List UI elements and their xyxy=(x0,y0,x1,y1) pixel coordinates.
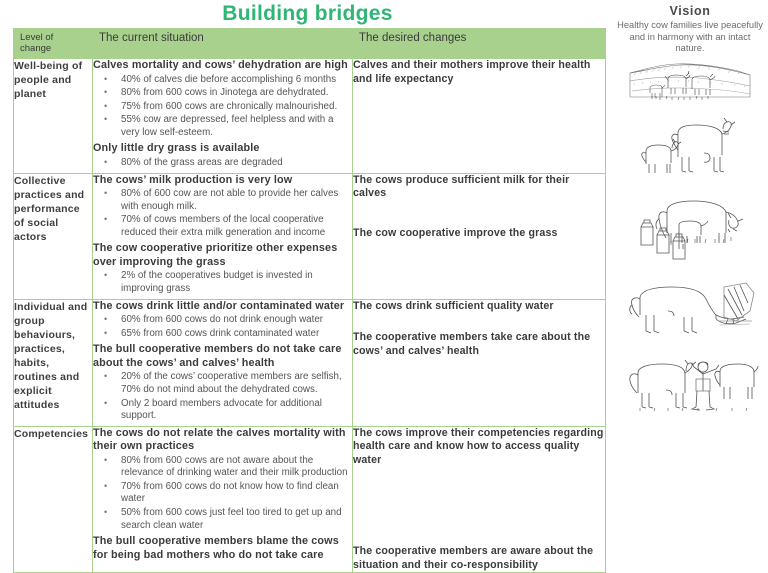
list-item: • 60% from 600 cows do not drink enough water xyxy=(93,314,352,327)
level-label-wellbeing: Well-being of people and planet xyxy=(14,59,93,174)
desired-statement: The cooperative members take care about the cows’ and calves’ health xyxy=(353,331,591,357)
current-situation-wellbeing xyxy=(93,59,353,174)
lead-statement: The bull cooperative members blame the cows for being bad mothers who do not take care xyxy=(93,535,339,561)
list-item: • 2% of the cooperatives budget is invested in improving grass xyxy=(93,270,352,295)
desired-changes-competencies xyxy=(353,426,606,573)
table-row xyxy=(14,426,606,573)
desired-statement: The cows produce sufficient milk for their calves xyxy=(353,173,570,200)
bullet-list xyxy=(93,157,352,170)
list-item: • 55% cow are depressed, feel helpless and with a very low self-esteem. xyxy=(93,114,352,139)
bullet-list xyxy=(93,270,352,295)
list-item: • 40% of calves die before accomplishing 6 months xyxy=(93,74,352,87)
desired-changes-individual-group-behaviours xyxy=(353,299,606,426)
list-item: • 80% of 600 cow are not able to provide her calves with enough milk. xyxy=(93,188,352,213)
lead-statement: The bull cooperative members do not take care about the cows’ and calves’ health xyxy=(93,343,342,369)
cows-grazing-hillside-sketch xyxy=(628,59,752,107)
page-title: Building bridges xyxy=(222,2,393,25)
table-row xyxy=(14,299,606,426)
spacer xyxy=(353,313,605,331)
spacer xyxy=(353,201,605,227)
current-situation-competencies xyxy=(93,426,353,573)
current-situation-individual-group-behaviours xyxy=(93,299,353,426)
column-header-current-situation: The current situation xyxy=(93,29,353,59)
list-item: • 80% from 600 cows are not aware about the relevance of drinking water and their milk production xyxy=(93,455,352,480)
level-label-competencies: Competencies xyxy=(14,426,93,573)
bullet-list xyxy=(93,455,352,533)
vision-panel xyxy=(612,4,768,413)
desired-statement: The cows improve their competencies regarding health care and know how to access quality water xyxy=(353,426,604,466)
desired-changes-collective-practices xyxy=(353,173,606,299)
level-label-collective-practices: Collective practices and performance of social actors xyxy=(14,173,93,299)
desired-statement: The cooperative members are aware about the situation and their co-responsibility xyxy=(353,545,594,571)
lead-statement: Only little dry grass is available xyxy=(93,142,260,155)
vision-text: Healthy cow families live peacefully and in harmony with an intact nature. xyxy=(617,20,763,54)
spacer xyxy=(353,467,605,545)
list-item: • 75% from 600 cows are chronically malnourished. xyxy=(93,101,352,114)
desired-statement: The cow cooperative improve the grass xyxy=(353,226,558,239)
list-item: • 70% of cows members of the local cooperative reduced their extra milk generation and income xyxy=(93,214,352,239)
column-header-level-of-change: Level of change xyxy=(14,29,93,59)
lead-statement: Calves mortality and cows’ dehydration are high xyxy=(93,59,348,71)
list-item: • 80% of the grass areas are degraded xyxy=(93,157,352,170)
desired-changes-wellbeing xyxy=(353,59,606,174)
level-label-individual-group-behaviours: Individual and group behaviours, practices, habits, routines and explicit attitudes xyxy=(14,299,93,426)
desired-statement: The cows drink sufficient quality water xyxy=(353,299,554,312)
lead-statement: The cow cooperative prioritize other expenses over improving the grass xyxy=(93,242,338,268)
cow-and-calf-sketch xyxy=(634,117,746,179)
list-item: • 80% from 600 cows in Jinotega are dehydrated. xyxy=(93,87,352,100)
table-row xyxy=(14,173,606,299)
current-situation-collective-practices xyxy=(93,173,353,299)
lead-statement: The cows’ milk production is very low xyxy=(93,173,293,186)
bullet-list xyxy=(93,74,352,140)
bullet-list xyxy=(93,188,352,239)
column-header-desired-changes: The desired changes xyxy=(353,29,606,59)
lead-statement: The cows drink little and/or contaminated water xyxy=(93,299,345,312)
bullet-list xyxy=(93,371,352,422)
list-item: • 20% of the cows’ cooperative members are selfish, 70% do not mind about the dehydrated cows. xyxy=(93,371,352,396)
lead-statement: The cows do not relate the calves mortality with their own practices xyxy=(93,426,346,453)
list-item: • Only 2 board members advocate for additional support. xyxy=(93,398,352,423)
cow-and-farmer-sketch xyxy=(620,357,760,413)
desired-statement: Calves and their mothers improve their health and life expectancy xyxy=(353,59,591,85)
table-header-row xyxy=(14,29,606,59)
change-matrix-table xyxy=(13,28,606,573)
cow-calf-with-milk-cans-sketch xyxy=(631,191,749,263)
table-row xyxy=(14,59,606,174)
cow-drinking-water-sketch xyxy=(624,281,756,341)
list-item: • 70% from 600 cows do not know how to find clean water xyxy=(93,481,352,506)
list-item: • 65% from 600 cows drink contaminated water xyxy=(93,328,352,341)
bullet-list xyxy=(93,314,352,340)
vision-heading: Vision xyxy=(669,4,711,18)
list-item: • 50% from 600 cows just feel too tired to get up and search clean water xyxy=(93,507,352,532)
